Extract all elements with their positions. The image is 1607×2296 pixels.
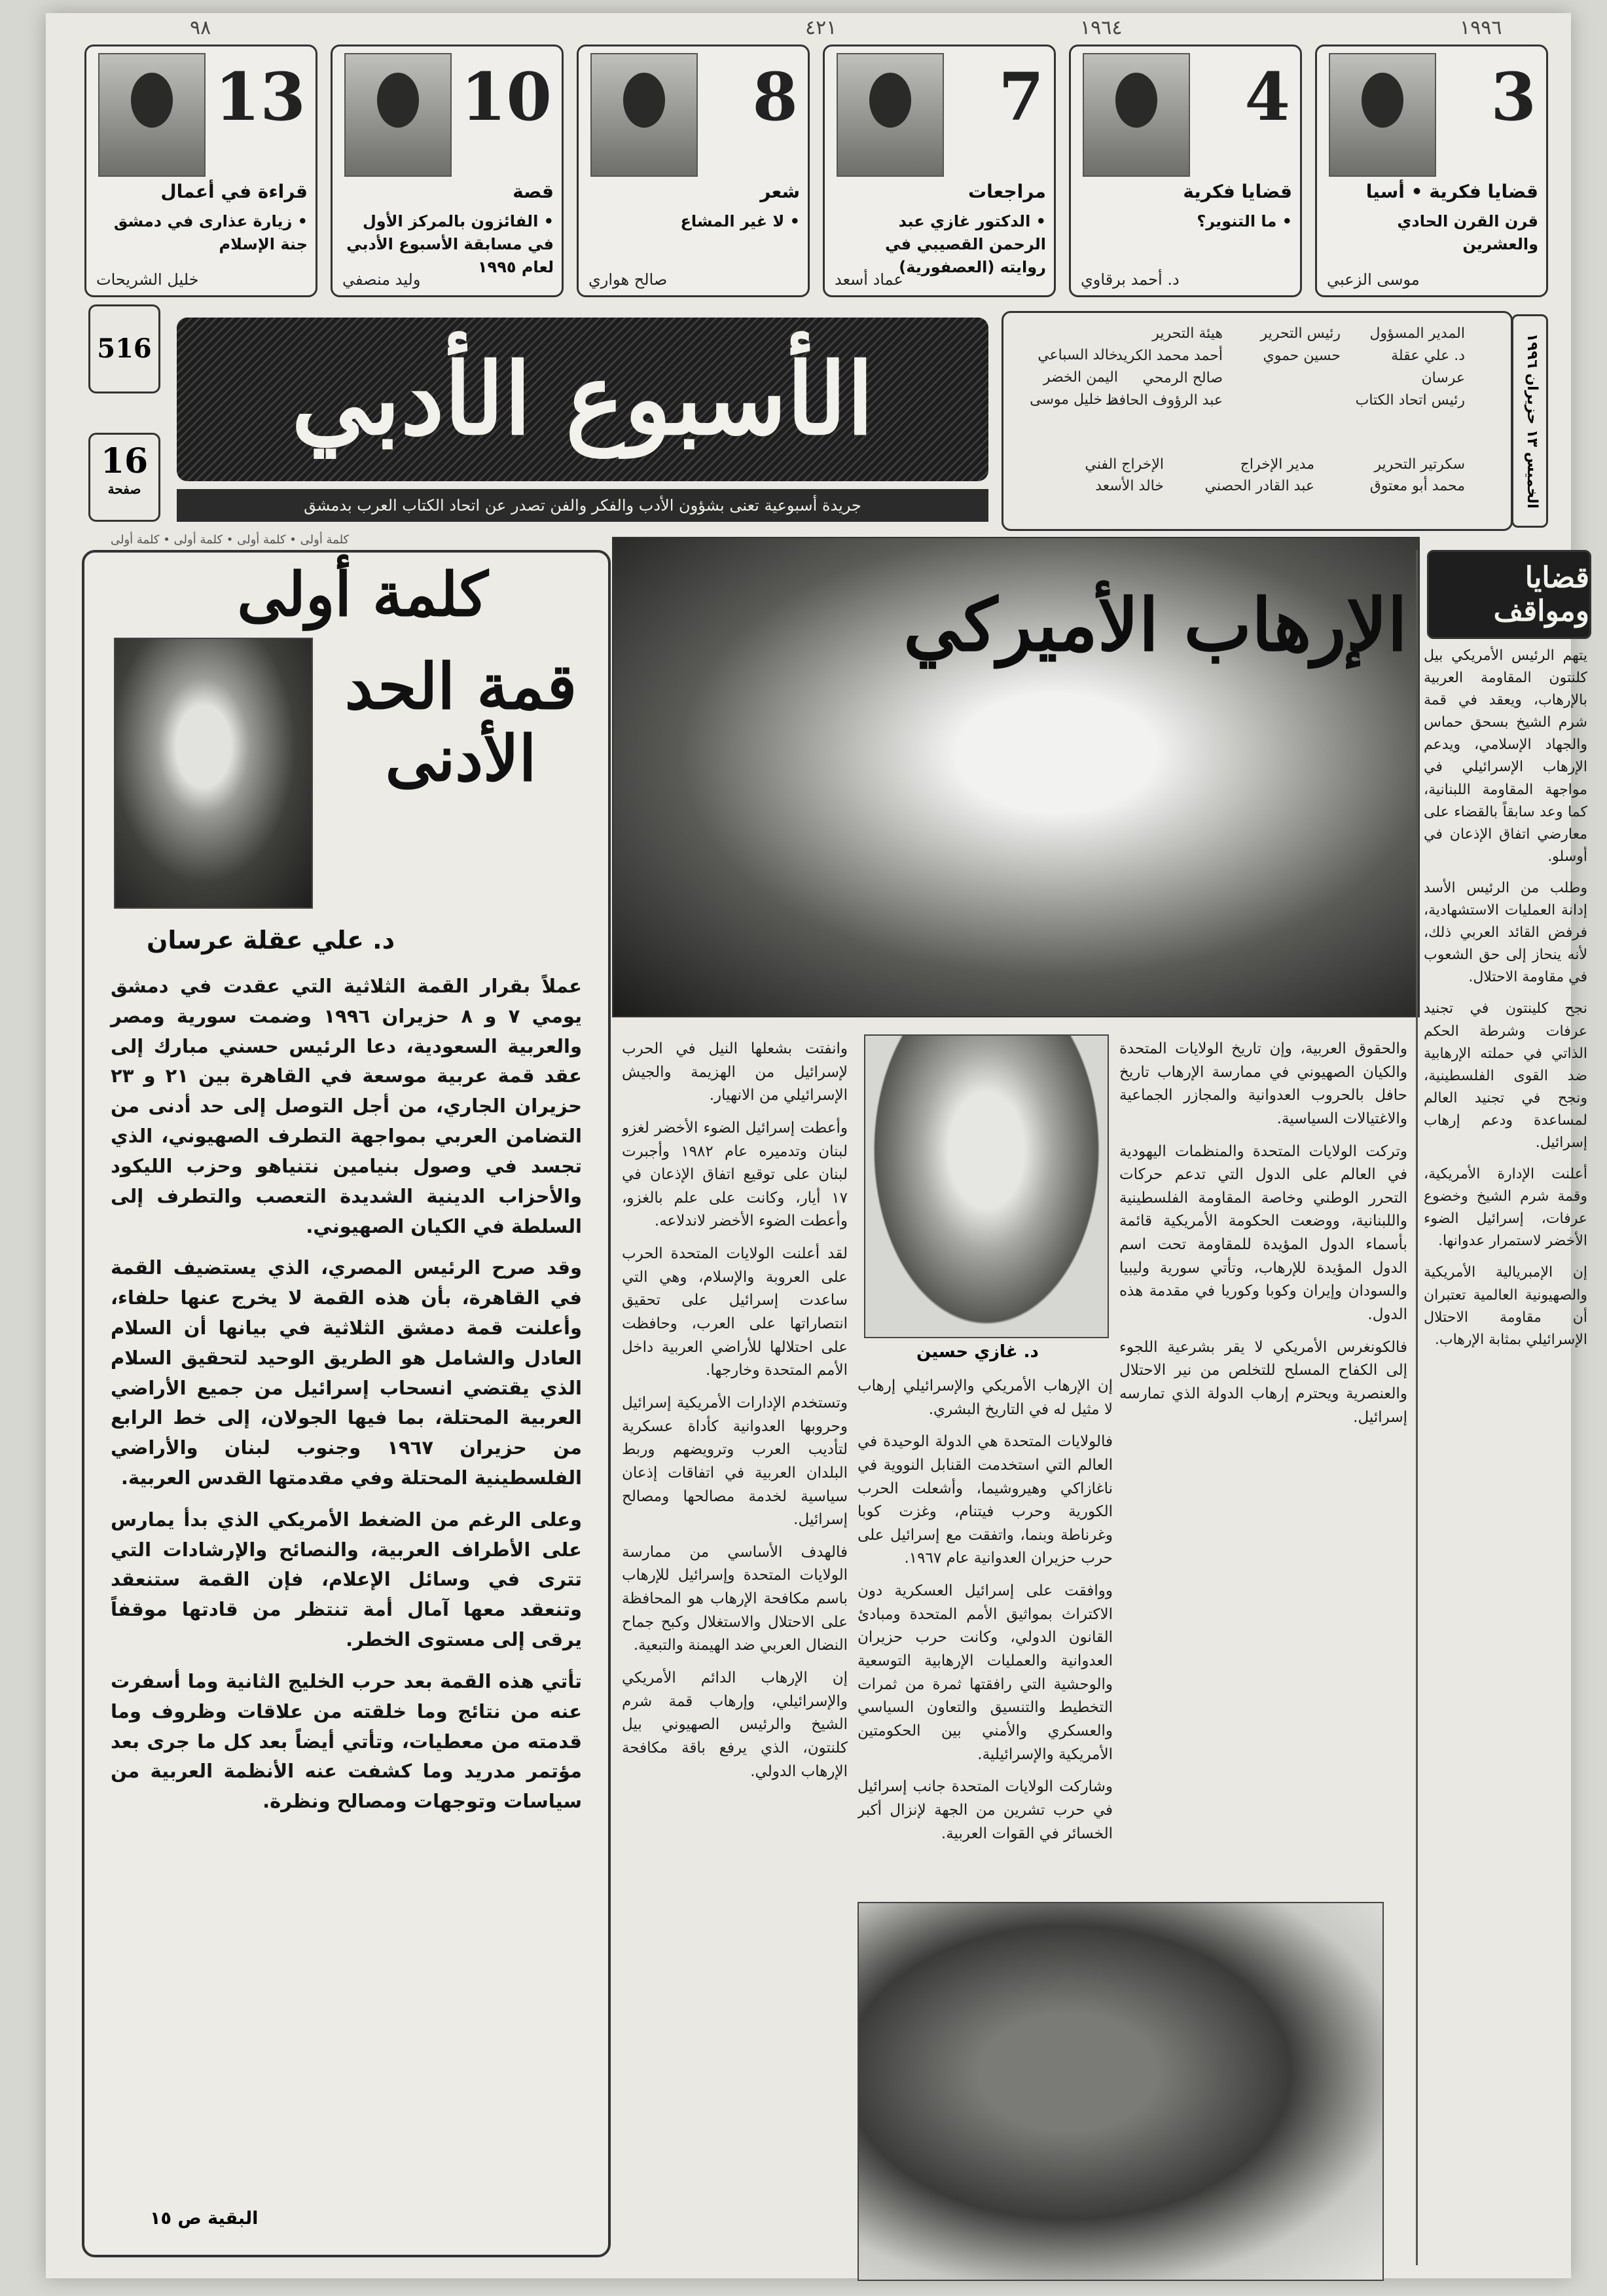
paragraph: ووافقت على إسرائيل العسكرية دون الاكتراث بمواثيق الأمم المتحدة ومبادئ القانون الدولي، وكانت حرب حزيران العدوانية والعمليات الإرهابية التوسعية والوحشية التي رافقتها ثمرة من ثمرات التخطيط والتنسيق والتعاون السياسي والعسكري والأمني بين الحكومتين الأمريكية والإسرائيلية. <box>858 1582 1113 1763</box>
paragraph: فالهدف الأساسي من ممارسة الولايات المتحدة وإسرائيل للإرهاب باسم مكافحة الإرهاب هو المحافظة على الاحتلال والاستغلال وكبح جماح النضال العربي ضد الهيمنة والتبعية. <box>622 1543 848 1654</box>
logo-text: الأسبوع الأدبي <box>291 342 874 457</box>
index-title: قرن القرن الحادي والعشرين <box>1397 212 1538 253</box>
frame-text-top: كلمة أولى • كلمة أولى • كلمة أولى • كلمة أولى <box>111 533 350 547</box>
staff-secretary <box>1334 454 1465 497</box>
staff-editor <box>1223 323 1341 367</box>
paragraph: وتركت الولايات المتحدة والمنظمات اليهودية في العالم على الدول التي تدعم حركات التحرر الوطني وخاصة المقاومة الفلسطينية واللبنانية، ووضعت الحكومة الأمريكية قائمة بأسماء الدول المؤيدة للمقاومة تحت اسم الدول المؤيدة للإرهاب، وتأتي سورية وليبيا والسودان وإيران وكوبا وكوريا في مقدمة هذه الدول. <box>1119 1142 1407 1324</box>
paragraph: فالكونغرس الأمريكي لا يقر بشرعية اللجوء إلى الكفاح المسلح للتخلص من نير الاحتلال والعنصرية ويحترم إرهاب الدولة الذي تمارسه إسرائيل. <box>1119 1338 1407 1426</box>
index-author: صالح هواري <box>588 270 668 289</box>
paragraph: لقد أعلنت الولايات المتحدة الحرب على العروبة والإسلام، وهي التي ساعدت إسرائيل على تحقيق انتصاراتها على العرب، وحافظت على احتلالها للأراضي العربية داخل الأمم المتحدة وخارجها. <box>622 1245 848 1379</box>
paragraph: وأعطت إسرائيل الضوء الأخضر لغزو لبنان وتدميره عام ١٩٨٢ وأجبرت لبنان على توقيع اتفاق الإذعان في ١٧ أيار، وكانت على علم بالغزو، وأعطت الضوء الأخضر لاندلاعه. <box>622 1119 848 1230</box>
paragraph: أعلنت الإدارة الأمريكية، وقمة شرم الشيخ وخضوع عرفات، إسرائيل الضوء الأخضر لاستمرار عدوانها. <box>1424 1166 1587 1250</box>
paragraph: وتستخدم الإدارات الأمريكية إسرائيل وحروبها العدوانية كأداة عسكرية لتأديب العرب وترويضهم وربط البلدان العربية في اتفاقات إذعان سياسية لخدمة مصالحها ومصالح إسرائيل. <box>622 1394 848 1529</box>
index-title: • الدكتور غازي عبد الرحمن القصيبي في روايته (العصفورية) <box>885 212 1046 276</box>
index-section: شعر <box>760 181 800 202</box>
staff-board <box>1105 323 1223 412</box>
paragraph: إن الإرهاب الأمريكي والإسرائيلي إرهاب لا مثيل له في التاريخ البشري. <box>858 1377 1113 1418</box>
issue-date: الخميس ١٣ حزيران ١٩٩٦ <box>1511 314 1548 528</box>
staff-box <box>1002 311 1513 531</box>
staff-name: أحمد محمد الكريد <box>1116 348 1223 365</box>
paragraph: فالولايات المتحدة هي الدولة الوحيدة في العالم التي استخدمت القنابل النووية في ناغازاكي وهيروشيما، وأشعلت الحرب الكورية وحرب فيتنام، وغزت كوبا وغرناطة وبنما، واتفقت مع إسرائيل على حرب حزيران العدوانية عام ١٩٦٧. <box>858 1433 1113 1567</box>
editorial-column <box>82 533 611 2257</box>
author-photo <box>344 53 452 177</box>
newspaper-logo <box>177 318 988 481</box>
paragraph: تأتي هذه القمة بعد حرب الخليج الثانية وما أسفرت عنه من نتائج وما خلقته من علاقات وظروف وما قدمته من معطيات، وتأتي أيضاً بعد كل ما جرى بعد مؤتمر مدريد وما كشفت عنه الأنظمة العربية من سياسات وتوجهات ومصالح ونظرة. <box>111 1669 582 1813</box>
continued-note: البقية ص ١٥ <box>150 2208 259 2229</box>
tagline: جريدة أسبوعية تعنى بشؤون الأدب والفكر والفن تصدر عن اتحاد الكتاب العرب بدمشق <box>177 489 988 522</box>
handnote-right: ١٩٩٦ <box>1460 16 1502 39</box>
index-title: • ما التنوير؟ <box>1197 212 1292 230</box>
staff-name: محمد أبو معتوق <box>1369 478 1465 494</box>
index-item[interactable] <box>1069 45 1302 297</box>
issue-number: 516 <box>88 304 160 393</box>
paragraph: وانفتت بشعلها النيل في الحرب لإسرائيل من الهزيمة والجيش الإسرائيلي من الانهيار. <box>622 1040 848 1104</box>
author-photo <box>590 53 698 177</box>
paragraph: وقد صرح الرئيس المصري، الذي يستضيف القمة في القاهرة، بأن هذه القمة لا يخرج عنها حلفاء، وأعلنت قمة دمشق الثلاثية في بيانها أن السلام العادل والشامل هو الطريق الوحيد لتحقيق السلام الذي يقتضي انسحاب إسرائيل من جميع الأراضي العربية المحتلة، بما فيها الجولان، إلى خط الرابع من حزيران ١٩٦٧ وجنوب لبنان والأراضي الفلسطينية المحتلة وفي مقدمتها القدس العربية. <box>111 1256 582 1489</box>
index-section: قراءة في أعمال <box>160 181 308 202</box>
story-column-c <box>622 1038 848 2269</box>
page-number: 10 <box>460 58 552 136</box>
page-number: 4 <box>1244 58 1290 136</box>
index-section: مراجعات <box>968 181 1046 202</box>
index-item[interactable] <box>577 45 810 297</box>
staff-role: سكرتير التحرير <box>1374 456 1465 473</box>
staff-name: اليمن الخضر <box>1043 369 1118 386</box>
column-rule <box>1416 550 1418 2265</box>
staff-design <box>1033 454 1164 497</box>
handnote-mid: ٤٢١ <box>805 16 837 39</box>
page-count: 16 <box>100 441 149 481</box>
index-section: قضايا فكرية <box>1183 181 1292 202</box>
index-author: عماد أسعد <box>835 270 903 289</box>
index-item[interactable] <box>823 45 1056 297</box>
handnote-left: ٩٨ <box>190 16 211 39</box>
index-title: • لا غير المشاع <box>680 212 800 230</box>
editorial-author: د. علي عقلة عرسان <box>147 926 395 955</box>
index-author: خليل الشريحات <box>96 270 199 289</box>
paragraph: وعلى الرغم من الضغط الأمريكي الذي بدأ يمارس على الأطراف العربية، والنصائح والإرشادات التي تترى في وسائل الإعلام، فإن القمة ستنعقد وتنعقد معها آمال أمة تنتظر من قادتها موقفاً يرقى إلى مستوى الخطر. <box>111 1508 582 1651</box>
index-author: د. أحمد برقاوي <box>1081 270 1180 289</box>
staff-production <box>1183 454 1314 497</box>
author-photo <box>114 638 313 909</box>
editorial-title: قمة الحد الأدنى <box>344 649 577 796</box>
staff-name: د. علي عقلة عرسان <box>1391 348 1465 387</box>
page-number: 8 <box>752 58 798 136</box>
page-count-label: صفحة <box>107 481 141 497</box>
issue-info <box>88 304 160 524</box>
staff-role: هيئة التحرير <box>1152 325 1223 342</box>
paragraph: إن الإمبريالية الأمريكية والصهيونية العالمية تعتبران أن مقاومة الاحتلال الإسرائيلي بمثابة الإرهاب. <box>1424 1264 1587 1348</box>
staff-publisher <box>1347 323 1465 412</box>
paragraph: وطلب من الرئيس الأسد إدانة العمليات الاستشهادية، فرفض القائد العربي ذلك، لأنه ينحاز إلى حق الشعوب في مقاومة الاحتلال. <box>1424 879 1587 986</box>
staff-role: رئيس التحرير <box>1260 325 1341 342</box>
story-column-a <box>858 1375 1113 1892</box>
index-author: موسى الزعبي <box>1327 270 1420 289</box>
index-item[interactable] <box>331 45 564 297</box>
author-photo <box>837 53 944 177</box>
index-item[interactable] <box>1315 45 1548 297</box>
index-title: • الفائزون بالمركز الأول في مسابقة الأسبوع الأدبي لعام ١٩٩٥ <box>346 212 554 276</box>
page-count-box <box>88 433 160 522</box>
page-number: 7 <box>998 58 1044 136</box>
staff-name: خالد الأسعد <box>1095 478 1164 494</box>
paragraph: نجح كلينتون في تجنيد عرفات وشرطة الحكم الذاتي في حملته الإرهابية ضد القوى الفلسطينية، ونجح في تجنيد العالم لمساعدة ودعم إرهاب إسرائيل. <box>1424 1000 1587 1151</box>
index-title: • زيارة عذارى في دمشق جنة الإسلام <box>113 212 308 253</box>
author-photo <box>98 53 206 177</box>
staff-name: خالد السباعي <box>1038 347 1118 363</box>
paragraph: إن الإرهاب الدائم الأمريكي والإسرائيلي، وإرهاب قمة شرم الشيخ والرئيس الصهيوني بيل كلنتون، الذي يرفع باقة مكافحة الإرهاب الدولي. <box>622 1669 848 1780</box>
index-item[interactable] <box>84 45 317 297</box>
contents-index <box>88 45 1548 300</box>
editorial-header: كلمة أولى <box>237 559 488 630</box>
handnote-mid2: ١٩٦٤ <box>1080 16 1123 39</box>
index-section: قضايا فكرية • أسيا <box>1365 181 1538 202</box>
staff-name: حسين حموي <box>1263 348 1341 365</box>
editorial-body <box>111 972 582 1829</box>
staff-name: صالح الرمحي <box>1142 370 1223 387</box>
staff-board-2 <box>1020 344 1118 411</box>
paragraph: وشاركت الولايات المتحدة جانب إسرائيل في حرب تشرين من الجهة لإنزال أكبر الخسائر في القوات العربية. <box>858 1778 1113 1842</box>
page-number: 13 <box>214 58 306 136</box>
staff-name: رئيس اتحاد الكتاب <box>1355 392 1465 409</box>
story-column-b <box>1119 1038 1407 1889</box>
paragraph: والحقوق العربية، وإن تاريخ الولايات المتحدة والكيان الصهيوني في ممارسة الإرهاب تاريخ حافل بالحروب العدوانية والمجازر الجماعية والاغتيالات السياسية. <box>1119 1040 1407 1127</box>
page-number: 3 <box>1490 58 1536 136</box>
staff-name: د. خليل موسى <box>1030 392 1118 409</box>
index-section: قصة <box>513 181 554 202</box>
staff-role: الإخراج الفني <box>1085 456 1164 473</box>
staff-name: عبد القادر الحصني <box>1204 478 1314 494</box>
portrait-caption: د. غازي حسين <box>916 1342 1039 1362</box>
paragraph: يتهم الرئيس الأمريكي بيل كلنتون المقاومة العربية بالإرهاب، ويعقد في قمة شرم الشيخ بسحق حماس والجهاد الإسلامي، ويدعم الإرهاب الإسرائيلي في مواجهة المقاومة اللبنانية، كما وعد سابقاً بالقضاء على معارضي اتفاق الإذعان في أوسلو. <box>1424 647 1587 865</box>
main-headline: الإرهاب الأميركي <box>903 583 1407 667</box>
side-column <box>1424 645 1587 2269</box>
author-photo <box>1083 53 1190 177</box>
author-portrait <box>864 1034 1109 1338</box>
staff-role: مدير الإخراج <box>1240 456 1314 473</box>
masthead <box>88 304 1548 540</box>
staff-name: عبد الرؤوف الحافظ <box>1105 392 1223 409</box>
side-column-header: قضايا ومواقف <box>1427 550 1591 639</box>
paragraph: عملاً بقرار القمة الثلاثية التي عقدت في دمشق يومي ٧ و ٨ حزيران ١٩٩٦ وضمت سورية ومصر والعربية السعودية، دعا الرئيس حسني مبارك إلى عقد قمة عربية موسعة في القاهرة بين ٢١ و ٢٣ حزيران الجاري، من أجل التوصل إلى حد أدنى من التضامن العربي بمواجهة التطرف الصهيوني، الذي تجسد في وصول بنيامين نتنياهو وحزب الليكود والأحزاب الدينية الشديدة التعصب والتطرف إلى السلطة في الكيان الصهيوني. <box>111 975 582 1237</box>
lower-photo <box>858 1902 1384 2281</box>
index-author: وليد منصفي <box>342 270 421 289</box>
author-photo <box>1329 53 1436 177</box>
staff-role: المدير المسؤول <box>1369 325 1465 342</box>
